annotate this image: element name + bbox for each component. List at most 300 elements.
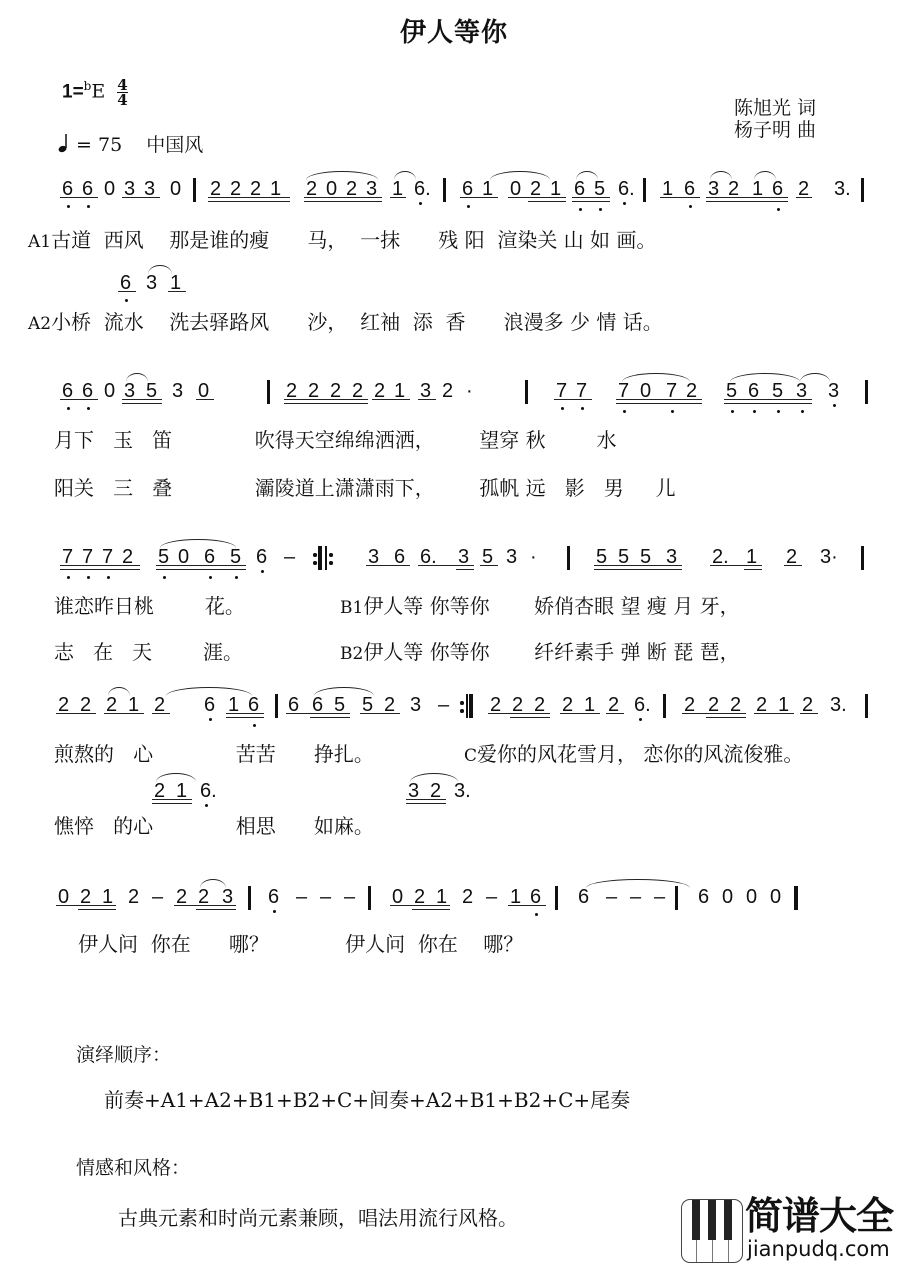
note: 2 — [730, 694, 742, 716]
low-octave-dot — [467, 205, 470, 208]
note: 2 — [286, 380, 298, 402]
style-heading: 情感和风格： — [76, 1157, 191, 1179]
duration-underline — [508, 197, 566, 198]
note: 2 — [414, 886, 426, 908]
low-octave-dot — [419, 202, 422, 205]
note: 0 — [198, 380, 210, 402]
duration-underline — [390, 905, 450, 906]
note: 6 — [120, 272, 132, 294]
note: 0 — [104, 380, 116, 402]
duration-underline — [156, 565, 246, 566]
note: 6 — [256, 546, 268, 568]
note: 3 — [708, 178, 720, 200]
slur-arc — [108, 687, 130, 696]
note: 7 — [102, 546, 114, 568]
duration-underline — [706, 197, 788, 198]
duration-underline — [366, 565, 410, 566]
duration-underline — [196, 399, 214, 400]
key-signature — [62, 78, 128, 107]
note: 7 — [618, 380, 630, 402]
note: 6 — [748, 380, 760, 402]
slur-arc — [200, 879, 226, 888]
duration-underline — [724, 403, 812, 404]
note: 6 — [684, 178, 696, 200]
duration-underline — [406, 799, 446, 800]
note: 6 — [578, 886, 590, 908]
note: 5 — [726, 380, 738, 402]
lyric-text: 小桥 流水 洗去驿路风 沙， 红袖 添 香 浪漫多 少 情 话。 — [51, 310, 663, 334]
low-octave-dot — [623, 202, 626, 205]
note: 2 — [686, 380, 698, 402]
note: 1 — [746, 546, 758, 568]
duration-underline — [510, 717, 550, 718]
note: 1 — [392, 178, 404, 200]
note: 2 — [128, 886, 140, 908]
slur-arc — [730, 373, 800, 382]
slur-arc — [314, 687, 374, 696]
slur-arc — [394, 171, 416, 180]
duration-underline — [706, 717, 746, 718]
note: 5 — [772, 380, 784, 402]
duration-underline — [60, 569, 140, 570]
note: 1 — [170, 272, 182, 294]
duration-underline — [682, 713, 746, 714]
note: 2 — [534, 694, 546, 716]
note: 6 — [82, 380, 94, 402]
note: 2 — [530, 178, 542, 200]
note: 5 — [594, 178, 606, 200]
note: 2 — [80, 886, 92, 908]
note: 5 — [618, 546, 630, 568]
note: 1 — [662, 178, 674, 200]
duration-underline — [418, 399, 436, 400]
note: 3 — [458, 546, 470, 568]
note: 6 — [288, 694, 300, 716]
duration-underline — [208, 197, 290, 198]
repeat-dot — [460, 701, 464, 705]
low-octave-dot — [731, 410, 734, 413]
duration-underline — [284, 403, 368, 404]
order-heading: 演绎顺序： — [76, 1044, 172, 1066]
duration-underline — [304, 197, 382, 198]
duration-underline — [390, 197, 406, 198]
slur-arc — [156, 773, 196, 782]
note: 2 — [58, 694, 70, 716]
repeat-end-thick — [469, 694, 473, 718]
note: 3 — [124, 178, 136, 200]
note: · — [466, 380, 473, 402]
low-octave-dot — [671, 410, 674, 413]
note: – — [606, 886, 618, 908]
repeat-start-thin — [325, 546, 327, 570]
duration-underline — [710, 565, 762, 566]
barline — [267, 380, 270, 404]
note: 0 — [326, 178, 338, 200]
note: 0 — [170, 178, 182, 200]
note: 2 — [462, 886, 474, 908]
piano-keys-icon — [681, 1199, 743, 1263]
duration-underline — [60, 565, 140, 566]
duration-underline — [122, 403, 162, 404]
duration-underline — [480, 565, 498, 566]
note: 3 — [366, 178, 378, 200]
note: 1 — [176, 780, 188, 802]
lyric-line — [54, 476, 676, 500]
lyric-text: 志 在 天 涯。 — [54, 640, 244, 664]
note: 3. — [454, 780, 471, 802]
duration-underline — [418, 565, 474, 566]
note: 2 — [198, 886, 210, 908]
duration-underline — [796, 197, 812, 198]
repeat-dot — [329, 561, 333, 565]
style-label: 中国风 — [146, 134, 204, 156]
low-octave-dot — [561, 407, 564, 410]
note: 3 — [410, 694, 422, 716]
note: 2 — [308, 380, 320, 402]
low-octave-dot — [777, 208, 780, 211]
note: 6 — [394, 546, 406, 568]
low-octave-dot — [689, 205, 692, 208]
note: 0 — [104, 178, 116, 200]
duration-underline — [360, 713, 400, 714]
lyric-line — [54, 594, 245, 618]
duration-underline — [122, 399, 162, 400]
slur-arc — [710, 171, 732, 180]
duration-underline — [156, 569, 246, 570]
note: 2 — [512, 694, 524, 716]
note: 3 — [506, 546, 518, 568]
note: 1 — [550, 178, 562, 200]
duration-underline — [122, 197, 160, 198]
note: 6. — [634, 694, 651, 716]
duration-underline — [152, 799, 192, 800]
slur-arc — [800, 373, 830, 382]
note: 2 — [756, 694, 768, 716]
key-label: 1= — [62, 81, 84, 103]
barline — [663, 694, 666, 718]
lyricist: 陈旭光 词 — [734, 97, 817, 119]
duration-underline — [528, 201, 566, 202]
note: 2 — [154, 780, 166, 802]
low-octave-dot — [801, 410, 804, 413]
note: 2 — [330, 380, 342, 402]
note: 2 — [786, 546, 798, 568]
repeat-end-thin — [466, 694, 468, 718]
note: 0 — [392, 886, 404, 908]
note: 2 — [608, 694, 620, 716]
duration-underline — [56, 713, 96, 714]
low-octave-dot — [753, 410, 756, 413]
note: 5 — [482, 546, 494, 568]
low-octave-dot — [235, 576, 238, 579]
duration-underline — [152, 713, 170, 714]
duration-underline — [488, 713, 550, 714]
low-octave-dot — [579, 208, 582, 211]
note: – — [486, 886, 498, 908]
duration-underline — [304, 201, 382, 202]
note: 6. — [420, 546, 437, 568]
note: – — [344, 886, 356, 908]
note: 2. — [712, 546, 729, 568]
note: 3 — [420, 380, 432, 402]
duration-underline — [226, 713, 264, 714]
note: 1 — [778, 694, 790, 716]
duration-underline — [554, 399, 592, 400]
note: 3. — [834, 178, 851, 200]
lyric-line — [54, 640, 243, 664]
note: 6. — [618, 178, 635, 200]
note: – — [320, 886, 332, 908]
barline — [861, 546, 864, 570]
duration-underline — [606, 713, 624, 714]
note: 2 — [430, 780, 442, 802]
note: 5 — [640, 546, 652, 568]
note: 3· — [820, 546, 838, 568]
barline — [248, 886, 251, 910]
watermark-name: 简谱大全 — [745, 1194, 894, 1238]
low-octave-dot — [67, 407, 70, 410]
note: 5 — [362, 694, 374, 716]
note: – — [284, 546, 296, 568]
note: 2 — [374, 380, 386, 402]
low-octave-dot — [599, 208, 602, 211]
barline — [865, 694, 868, 718]
tempo-marking — [58, 130, 203, 157]
duration-underline — [226, 717, 264, 718]
duration-underline — [706, 201, 788, 202]
low-octave-dot — [833, 404, 836, 407]
note: 5 — [158, 546, 170, 568]
duration-underline — [286, 713, 350, 714]
note: 6 — [698, 886, 710, 908]
duration-underline — [572, 197, 610, 198]
note: 2 — [80, 694, 92, 716]
note: 2 — [306, 178, 318, 200]
note: 2 — [230, 178, 242, 200]
barline — [555, 886, 558, 910]
note: – — [152, 886, 164, 908]
duration-underline — [572, 201, 610, 202]
duration-underline — [60, 197, 98, 198]
lyric-line — [28, 310, 663, 336]
note: 3 — [828, 380, 840, 402]
duration-underline — [560, 713, 600, 714]
note: 3 — [796, 380, 808, 402]
watermark-logo — [681, 1195, 901, 1263]
slur-arc — [622, 373, 690, 382]
note: 6 — [530, 886, 542, 908]
note: – — [654, 886, 666, 908]
note: 2 — [352, 380, 364, 402]
note: 2 — [442, 380, 454, 402]
slur-arc — [306, 171, 378, 180]
note: 2 — [346, 178, 358, 200]
slur-arc — [490, 171, 550, 180]
time-top: 4 — [117, 76, 128, 94]
note: 3. — [830, 694, 847, 716]
note: 1 — [102, 886, 114, 908]
low-octave-dot — [107, 576, 110, 579]
barline — [368, 886, 371, 910]
low-octave-dot — [87, 205, 90, 208]
note: 1 — [394, 380, 406, 402]
watermark-url: jianpudq.com — [747, 1237, 890, 1261]
lyric-text: 阳关 三 叠 灞陵道上潇潇雨下， 孤帆 远 影 男 儿 — [54, 476, 676, 500]
note: 6 — [62, 380, 74, 402]
note: 3 — [144, 178, 156, 200]
note: 2 — [384, 694, 396, 716]
flat-sign: b — [83, 79, 92, 94]
barline — [643, 178, 646, 202]
final-barline — [794, 886, 798, 910]
barline — [861, 178, 864, 202]
duration-underline — [800, 713, 818, 714]
lyric-line — [78, 932, 523, 956]
note: 7 — [576, 380, 588, 402]
note: 1 — [482, 178, 494, 200]
note: 1 — [270, 178, 282, 200]
low-octave-dot — [273, 910, 276, 913]
low-octave-dot — [261, 570, 264, 573]
duration-underline — [196, 909, 236, 910]
composer: 杨子明 曲 — [734, 119, 817, 141]
note: 6 — [268, 886, 280, 908]
lyric-text: 月下 玉 笛 吹得天空绵绵洒洒， 望穿 秋 水 — [54, 428, 617, 452]
lyric-line-b — [340, 640, 740, 666]
low-octave-dot — [253, 724, 256, 727]
key-note: E — [91, 80, 106, 103]
note: 1 — [128, 694, 140, 716]
note: 6 — [82, 178, 94, 200]
lyric-text: 憔悴 的心 相思 如麻。 — [54, 814, 374, 838]
low-octave-dot — [209, 718, 212, 721]
duration-underline — [152, 803, 192, 804]
note: 3 — [146, 272, 158, 294]
note: 0 — [58, 886, 70, 908]
note: 2 — [176, 886, 188, 908]
note: 0 — [746, 886, 758, 908]
note: 7 — [82, 546, 94, 568]
note: 6. — [414, 178, 431, 200]
repeat-dot — [460, 709, 464, 713]
note: 6 — [462, 178, 474, 200]
note: 2 — [210, 178, 222, 200]
note: 1 — [510, 886, 522, 908]
section-label: A1 — [28, 232, 52, 252]
low-octave-dot — [125, 299, 128, 302]
note: 5 — [146, 380, 158, 402]
duration-underline — [456, 569, 474, 570]
note: 0 — [178, 546, 190, 568]
barline — [525, 380, 528, 404]
low-octave-dot — [163, 576, 166, 579]
duration-underline — [174, 905, 236, 906]
barline — [865, 380, 868, 404]
note: 5 — [596, 546, 608, 568]
style-description: 古典元素和时尚元素兼顾，唱法用流行风格。 — [118, 1206, 518, 1230]
lyric-line — [54, 428, 617, 452]
note: 1 — [584, 694, 596, 716]
low-octave-dot — [777, 410, 780, 413]
note: – — [630, 886, 642, 908]
repeat-dot — [329, 553, 333, 557]
repeat-start-thick — [318, 546, 322, 570]
performance-order: 前奏+A1+A2+B1+B2+C+间奏+A2+B1+B2+C+尾奏 — [104, 1088, 631, 1112]
note: 7 — [62, 546, 74, 568]
note: 6. — [200, 780, 217, 802]
note: 3 — [172, 380, 184, 402]
duration-underline — [754, 713, 794, 714]
low-octave-dot — [205, 804, 208, 807]
note: – — [296, 886, 308, 908]
note: 2 — [250, 178, 262, 200]
duration-underline — [208, 201, 290, 202]
lyric-text: 伊人问 你在 哪？ 伊人问 你在 哪？ — [78, 932, 524, 956]
duration-underline — [784, 565, 802, 566]
section-label: B1 — [340, 598, 364, 618]
note: 3 — [408, 780, 420, 802]
barline — [675, 886, 678, 910]
note: · — [530, 546, 537, 568]
note: 2 — [708, 694, 720, 716]
low-octave-dot — [535, 913, 538, 916]
low-octave-dot — [67, 576, 70, 579]
duration-underline — [78, 909, 116, 910]
slur-arc — [410, 773, 458, 782]
note: 6 — [62, 178, 74, 200]
note: 2 — [684, 694, 696, 716]
note: 6 — [312, 694, 324, 716]
note: 1 — [228, 694, 240, 716]
lyric-text: 煎熬的 心 苦苦 挣扎。 — [54, 742, 374, 766]
slur-arc — [166, 687, 252, 696]
tempo-value: = 75 — [76, 134, 123, 156]
lyric-line — [54, 814, 374, 838]
quarter-note-icon — [58, 133, 70, 153]
low-octave-dot — [623, 410, 626, 413]
note: 3 — [666, 546, 678, 568]
time-signature — [117, 78, 127, 107]
repeat-dot — [313, 553, 317, 557]
duration-underline — [406, 803, 446, 804]
barline — [193, 178, 196, 202]
note: 2 — [154, 694, 166, 716]
lyric-line-c — [464, 742, 803, 768]
barline — [567, 546, 570, 570]
note: 5 — [230, 546, 242, 568]
low-octave-dot — [209, 576, 212, 579]
note: 3 — [368, 546, 380, 568]
note: 0 — [722, 886, 734, 908]
low-octave-dot — [639, 718, 642, 721]
note: 0 — [640, 380, 652, 402]
duration-underline — [412, 909, 450, 910]
note: – — [438, 694, 450, 716]
barline — [275, 694, 278, 718]
duration-underline — [594, 565, 682, 566]
duration-underline — [744, 569, 762, 570]
low-octave-dot — [67, 205, 70, 208]
slur-arc — [126, 373, 148, 382]
note: 1 — [436, 886, 448, 908]
note: 6 — [204, 694, 216, 716]
low-octave-dot — [87, 407, 90, 410]
duration-underline — [56, 905, 116, 906]
lyric-line — [54, 742, 374, 766]
lyric-line — [28, 228, 656, 254]
section-label: C — [464, 746, 478, 766]
note: 0 — [770, 886, 782, 908]
